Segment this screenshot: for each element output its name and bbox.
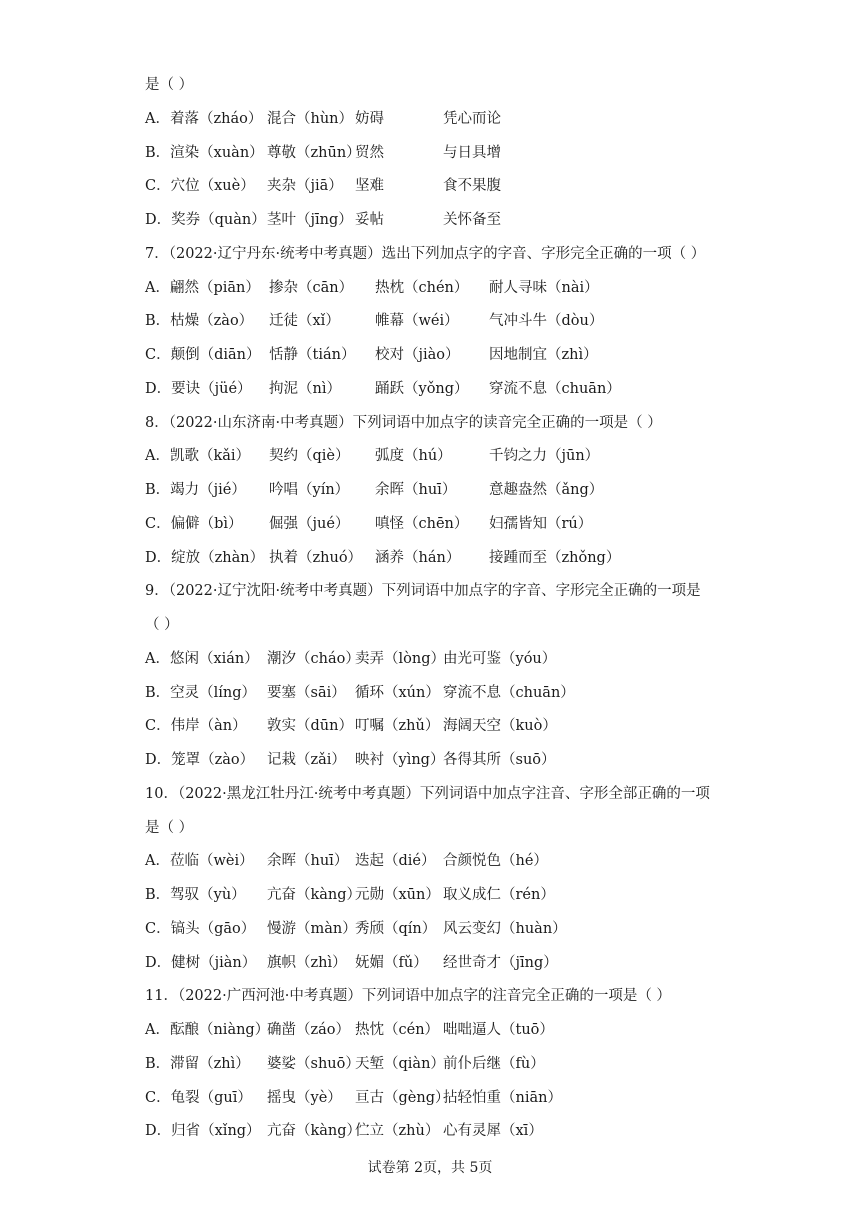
option-label-word: B．竭力（jié） (145, 482, 246, 498)
option-label-word: B．滞留（zhì） (145, 1055, 250, 1072)
option-word: 迁徒（xǐ） (269, 313, 340, 330)
option-word: 热忱（cén） (355, 1022, 440, 1038)
answer-option (145, 646, 825, 672)
option-word: 热枕（chén） (375, 279, 469, 296)
answer-option (145, 1017, 825, 1043)
answer-option (145, 308, 825, 334)
option-label-word: D．笼罩（zào） (145, 752, 255, 768)
option-word: 关怀备至 (443, 212, 501, 228)
answer-option (145, 882, 825, 908)
option-word: 混合（hùn） (267, 110, 354, 127)
answer-option (145, 1051, 825, 1077)
answer-option (145, 376, 825, 402)
option-word: 千钧之力（jūn） (489, 448, 600, 465)
option-word: 契约（qiè） (269, 448, 350, 465)
answer-option (145, 173, 825, 199)
question-text: 是（ ） (145, 77, 194, 93)
page-footer: 试卷第 2页，共 5页 (367, 1160, 493, 1176)
option-word: 穿流不息（chuān） (489, 380, 621, 397)
option-word: 咄咄逼人（tuō） (443, 1022, 554, 1038)
option-word: 倔强（jué） (269, 515, 350, 532)
option-label-word: D．归省（xǐng） (145, 1123, 261, 1140)
option-word: 亘古（gèng） (355, 1089, 450, 1106)
option-word: 贸然 (355, 144, 384, 161)
question-text: （ ） (145, 617, 179, 633)
option-label-word: D．健树（jiàn） (145, 954, 257, 971)
option-label-word: A．莅临（wèi） (145, 853, 254, 870)
option-word: 掺杂（cān） (269, 279, 354, 296)
option-word: 余晖（huī） (375, 482, 457, 498)
option-word: 校对（jiào） (375, 347, 460, 363)
option-word: 夹杂（jiā） (267, 178, 343, 195)
answer-option (145, 443, 825, 469)
option-word: 妨碍 (355, 110, 384, 127)
option-word: 妩媚（fǔ） (355, 954, 428, 971)
option-word: 要塞（sāi） (267, 684, 346, 701)
option-word: 妇孺皆知（rú） (489, 515, 593, 532)
question-text: 8．（2022·山东济南·中考真题）下列词语中加点字的读音完全正确的一项是（ ） (145, 414, 662, 431)
option-word: 海阔天空（kuò） (443, 718, 557, 735)
option-word: 尊敬（zhūn） (267, 144, 361, 161)
option-word: 天堑（qiàn） (355, 1055, 445, 1072)
option-word: 恬静（tián） (269, 347, 356, 363)
option-word: 耐人寻味（nài） (489, 279, 599, 296)
option-label-word: C．穴位（xuè） (145, 178, 255, 195)
option-label-word: B．枯燥（zào） (145, 313, 254, 330)
question-text: 7．（2022·辽宁丹东·统考中考真题）选出下列加点字的字音、字形完全正确的一项（ ） (145, 245, 706, 262)
option-word: 拈轻怕重（niān） (443, 1089, 562, 1106)
option-word: 踊跃（yǒng） (375, 380, 469, 397)
option-word: 坚难 (355, 178, 384, 195)
option-word: 确凿（záo） (267, 1022, 351, 1038)
option-word: 执着（zhuó） (269, 549, 363, 566)
answer-option (145, 106, 825, 132)
option-label-word: A．翩然（piān） (145, 279, 260, 296)
option-word: 伫立（zhù） (355, 1123, 440, 1140)
option-label-word: B．渲染（xuàn） (145, 144, 264, 161)
option-word: 凭心而论 (443, 110, 501, 127)
option-label-word: C．偏僻（bì） (145, 515, 243, 532)
option-label-word: D．奖券（quàn） (145, 212, 266, 228)
option-word: 各得其所（suō） (443, 752, 556, 768)
answer-option (145, 747, 825, 773)
option-word: 穿流不息（chuān） (443, 684, 575, 701)
option-word: 气冲斗牛（dòu） (489, 313, 604, 330)
option-word: 茎叶（jīng） (267, 212, 353, 228)
option-label-word: B．驾驭（yù） (145, 887, 246, 903)
option-label-word: A．着落（zháo） (145, 110, 263, 127)
option-label-word: B．空灵（líng） (145, 684, 257, 701)
option-word: 因地制宜（zhì） (489, 347, 598, 363)
option-word: 吟唱（yín） (269, 482, 350, 498)
option-label-word: A．凯歌（kǎi） (145, 448, 251, 465)
question-text: 是（ ） (145, 819, 194, 836)
option-word: 敦实（dūn） (267, 718, 353, 735)
option-word: 秀颀（qín） (355, 920, 437, 937)
option-word: 拘泥（nì） (269, 380, 341, 397)
option-label-word: D．绽放（zhàn） (145, 549, 265, 566)
option-word: 嗔怪（chēn） (375, 515, 469, 532)
option-word: 循环（xún） (355, 684, 440, 701)
option-word: 由光可鉴（yóu） (443, 650, 557, 667)
question-text: 10．（2022·黑龙江牡丹江·统考中考真题）下列词语中加点字注音、字形全部正确的一项 (145, 785, 710, 802)
option-label-word: D．要诀（jüé） (145, 380, 252, 397)
answer-option (145, 511, 825, 537)
option-word: 帷幕（wéi） (375, 313, 459, 330)
answer-option (145, 1118, 825, 1144)
option-label-word: C．伟岸（àn） (145, 718, 247, 735)
question-text: 11．（2022·广西河池·中考真题）下列词语中加点字的注音完全正确的一项是（ ） (145, 988, 671, 1005)
option-word: 潮汐（cháo） (267, 650, 360, 667)
option-word: 弧度（hú） (375, 448, 452, 465)
answer-option (145, 545, 825, 571)
question-text: 9．（2022·辽宁沈阳·统考中考真题）下列词语中加点字的字音、字形完全正确的一项是 (145, 583, 701, 600)
answer-option (145, 275, 825, 301)
option-word: 合颜悦色（hé） (443, 853, 548, 870)
answer-option (145, 207, 825, 233)
option-word: 迭起（dié） (355, 853, 436, 870)
option-word: 摇曳（yè） (267, 1089, 342, 1106)
answer-option (145, 140, 825, 166)
option-word: 亢奋（kàng） (267, 1123, 362, 1140)
option-label-word: C．镐头（gāo） (145, 920, 256, 937)
option-word: 经世奇才（jīng） (443, 954, 558, 971)
answer-option (145, 342, 825, 368)
option-word: 亢奋（kàng） (267, 887, 362, 903)
option-word: 婆娑（shuō） (267, 1055, 360, 1072)
answer-option (145, 916, 825, 942)
option-word: 卖弄（lòng） (355, 650, 445, 667)
option-word: 风云变幻（huàn） (443, 920, 567, 937)
option-word: 旗帜（zhì） (267, 954, 347, 971)
answer-option (145, 950, 825, 976)
option-word: 慢游（màn） (267, 920, 357, 937)
option-word: 元勋（xūn） (355, 887, 440, 903)
option-word: 取义成仁（rén） (443, 887, 555, 903)
option-word: 映衬（yìng） (355, 752, 445, 768)
option-word: 与日具增 (443, 144, 501, 161)
option-word: 余晖（huī） (267, 853, 349, 870)
answer-option (145, 848, 825, 874)
option-word: 记栽（zǎi） (267, 752, 346, 768)
option-label-word: C．龟裂（guī） (145, 1089, 252, 1106)
answer-option (145, 477, 825, 503)
option-word: 接踵而至（zhǒng） (489, 549, 621, 566)
option-label-word: A．悠闲（xián） (145, 650, 259, 667)
option-word: 心有灵犀（xī） (443, 1123, 543, 1140)
option-label-word: A．酝酿（niàng） (145, 1022, 270, 1038)
answer-option (145, 680, 825, 706)
option-word: 前仆后继（fù） (443, 1055, 545, 1072)
option-word: 意趣盎然（ǎng） (489, 482, 604, 498)
option-word: 涵养（hán） (375, 549, 461, 566)
option-word: 食不果腹 (443, 178, 501, 195)
option-word: 妥帖 (355, 212, 384, 228)
answer-option (145, 1085, 825, 1111)
option-word: 叮嘱（zhǔ） (355, 718, 440, 735)
option-label-word: C．颠倒（diān） (145, 347, 261, 363)
answer-option (145, 713, 825, 739)
